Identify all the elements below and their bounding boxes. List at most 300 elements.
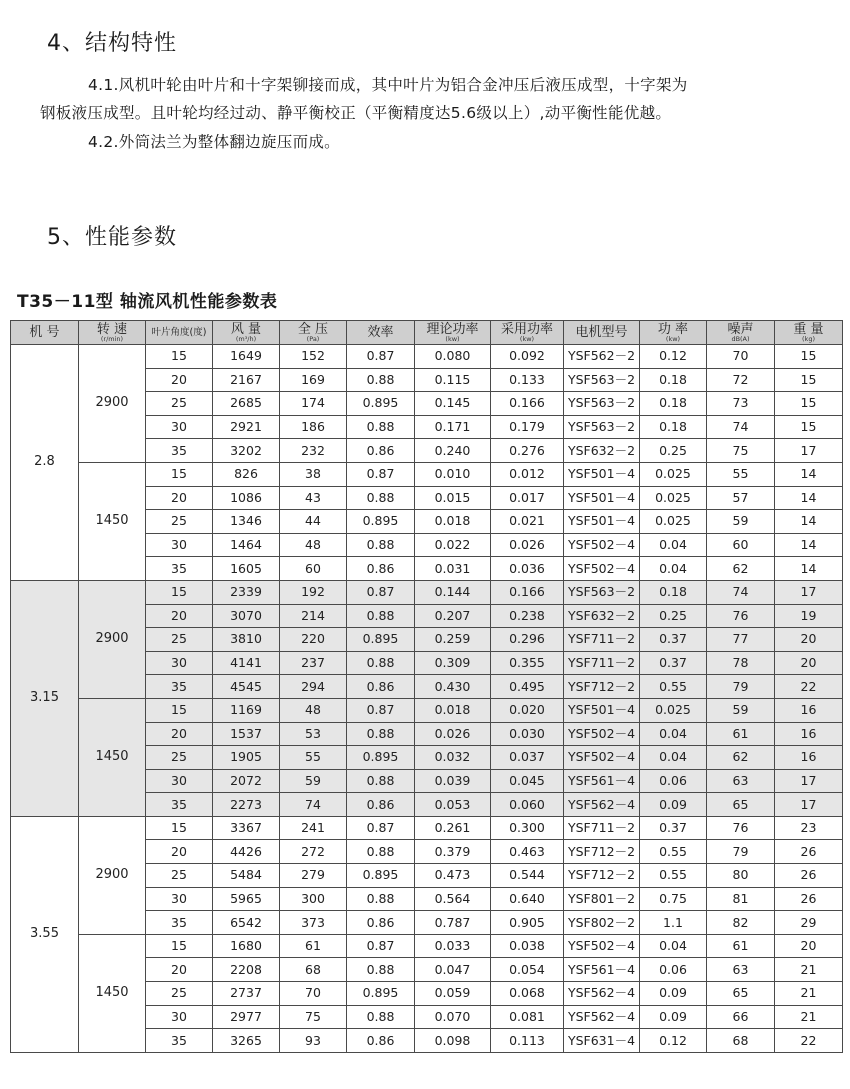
used-power-cell: 0.495: [491, 675, 564, 699]
used-power-cell: 0.463: [491, 840, 564, 864]
airflow-cell: 1086: [213, 486, 280, 510]
theory-power-cell: 0.010: [415, 462, 491, 486]
power-cell: 0.06: [640, 769, 707, 793]
blade-angle-cell: 30: [146, 533, 213, 557]
used-power-cell: 0.355: [491, 651, 564, 675]
motor-cell: YSF561－4: [564, 769, 640, 793]
theory-power-cell: 0.032: [415, 746, 491, 770]
used-power-cell: 0.060: [491, 793, 564, 817]
motor-cell: YSF802－2: [564, 911, 640, 935]
motor-cell: YSF502－4: [564, 557, 640, 581]
efficiency-cell: 0.895: [347, 510, 415, 534]
efficiency-cell: 0.87: [347, 462, 415, 486]
theory-power-cell: 0.309: [415, 651, 491, 675]
efficiency-cell: 0.86: [347, 1029, 415, 1053]
power-cell: 0.025: [640, 510, 707, 534]
paragraph-4-1-line-1: 4.1.风机叶轮由叶片和十字架铆接而成，其中叶片为铝合金冲压后液压成型，十字架为: [88, 76, 688, 94]
efficiency-cell: 0.88: [347, 604, 415, 628]
motor-cell: YSF632－2: [564, 439, 640, 463]
weight-cell: 17: [775, 580, 843, 604]
machine-number-cell: 3.55: [11, 816, 79, 1052]
theory-power-cell: 0.070: [415, 1005, 491, 1029]
power-cell: 0.18: [640, 415, 707, 439]
header-airflow: 风 量 (m³/h): [213, 321, 280, 345]
used-power-cell: 0.276: [491, 439, 564, 463]
noise-cell: 79: [707, 840, 775, 864]
used-power-cell: 0.030: [491, 722, 564, 746]
used-power-cell: 0.020: [491, 698, 564, 722]
pressure-cell: 152: [280, 345, 347, 369]
noise-cell: 60: [707, 533, 775, 557]
weight-cell: 15: [775, 392, 843, 416]
weight-cell: 17: [775, 769, 843, 793]
used-power-cell: 0.905: [491, 911, 564, 935]
used-power-cell: 0.640: [491, 887, 564, 911]
power-cell: 0.55: [640, 675, 707, 699]
efficiency-cell: 0.895: [347, 746, 415, 770]
motor-cell: YSF711－2: [564, 628, 640, 652]
noise-cell: 82: [707, 911, 775, 935]
noise-cell: 75: [707, 439, 775, 463]
noise-cell: 59: [707, 698, 775, 722]
noise-cell: 63: [707, 958, 775, 982]
blade-angle-cell: 15: [146, 462, 213, 486]
power-cell: 0.25: [640, 439, 707, 463]
pressure-cell: 48: [280, 698, 347, 722]
airflow-cell: 3265: [213, 1029, 280, 1053]
blade-angle-cell: 20: [146, 722, 213, 746]
noise-cell: 78: [707, 651, 775, 675]
weight-cell: 22: [775, 1029, 843, 1053]
noise-cell: 57: [707, 486, 775, 510]
airflow-cell: 1169: [213, 698, 280, 722]
weight-cell: 21: [775, 958, 843, 982]
blade-angle-cell: 35: [146, 439, 213, 463]
machine-number-cell: 3.15: [11, 580, 79, 816]
airflow-cell: 2977: [213, 1005, 280, 1029]
power-cell: 0.18: [640, 392, 707, 416]
used-power-cell: 0.179: [491, 415, 564, 439]
power-cell: 0.12: [640, 345, 707, 369]
airflow-cell: 4426: [213, 840, 280, 864]
noise-cell: 62: [707, 557, 775, 581]
motor-cell: YSF502－4: [564, 746, 640, 770]
weight-cell: 17: [775, 793, 843, 817]
noise-cell: 59: [707, 510, 775, 534]
efficiency-cell: 0.86: [347, 911, 415, 935]
motor-cell: YSF562－4: [564, 793, 640, 817]
motor-cell: YSF712－2: [564, 840, 640, 864]
power-cell: 0.37: [640, 816, 707, 840]
noise-cell: 76: [707, 816, 775, 840]
pressure-cell: 43: [280, 486, 347, 510]
theory-power-cell: 0.115: [415, 368, 491, 392]
pressure-cell: 241: [280, 816, 347, 840]
table-row: [11, 462, 843, 486]
used-power-cell: 0.054: [491, 958, 564, 982]
used-power-cell: 0.300: [491, 816, 564, 840]
weight-cell: 20: [775, 934, 843, 958]
efficiency-cell: 0.88: [347, 486, 415, 510]
power-cell: 0.06: [640, 958, 707, 982]
pressure-cell: 55: [280, 746, 347, 770]
power-cell: 0.025: [640, 698, 707, 722]
airflow-cell: 1680: [213, 934, 280, 958]
noise-cell: 73: [707, 392, 775, 416]
theory-power-cell: 0.144: [415, 580, 491, 604]
efficiency-cell: 0.87: [347, 580, 415, 604]
airflow-cell: 826: [213, 462, 280, 486]
blade-angle-cell: 20: [146, 604, 213, 628]
table-row: [11, 698, 843, 722]
motor-cell: YSF501－4: [564, 462, 640, 486]
efficiency-cell: 0.88: [347, 533, 415, 557]
used-power-cell: 0.544: [491, 864, 564, 888]
theory-power-cell: 0.259: [415, 628, 491, 652]
theory-power-cell: 0.080: [415, 345, 491, 369]
blade-angle-cell: 35: [146, 911, 213, 935]
table-row: [11, 580, 843, 604]
used-power-cell: 0.036: [491, 557, 564, 581]
noise-cell: 76: [707, 604, 775, 628]
pressure-cell: 237: [280, 651, 347, 675]
theory-power-cell: 0.240: [415, 439, 491, 463]
weight-cell: 19: [775, 604, 843, 628]
airflow-cell: 3202: [213, 439, 280, 463]
weight-cell: 21: [775, 982, 843, 1006]
blade-angle-cell: 15: [146, 580, 213, 604]
motor-cell: YSF711－2: [564, 651, 640, 675]
motor-cell: YSF563－2: [564, 415, 640, 439]
efficiency-cell: 0.88: [347, 840, 415, 864]
weight-cell: 15: [775, 415, 843, 439]
efficiency-cell: 0.88: [347, 651, 415, 675]
motor-cell: YSF502－4: [564, 934, 640, 958]
theory-power-cell: 0.261: [415, 816, 491, 840]
airflow-cell: 2737: [213, 982, 280, 1006]
header-motor: 电机型号: [564, 321, 640, 345]
pressure-cell: 294: [280, 675, 347, 699]
speed-cell: 1450: [79, 934, 146, 1052]
theory-power-cell: 0.145: [415, 392, 491, 416]
efficiency-cell: 0.895: [347, 982, 415, 1006]
motor-cell: YSF561－4: [564, 958, 640, 982]
power-cell: 0.04: [640, 934, 707, 958]
weight-cell: 20: [775, 651, 843, 675]
header-noise: 噪声 dB(A): [707, 321, 775, 345]
efficiency-cell: 0.895: [347, 392, 415, 416]
blade-angle-cell: 15: [146, 345, 213, 369]
airflow-cell: 5965: [213, 887, 280, 911]
power-cell: 0.04: [640, 746, 707, 770]
theory-power-cell: 0.473: [415, 864, 491, 888]
airflow-cell: 3367: [213, 816, 280, 840]
header-theory-power: 理论功率 (kw): [415, 321, 491, 345]
used-power-cell: 0.045: [491, 769, 564, 793]
power-cell: 0.37: [640, 628, 707, 652]
weight-cell: 15: [775, 345, 843, 369]
airflow-cell: 4545: [213, 675, 280, 699]
efficiency-cell: 0.86: [347, 439, 415, 463]
efficiency-cell: 0.88: [347, 958, 415, 982]
airflow-cell: 3070: [213, 604, 280, 628]
airflow-cell: 2072: [213, 769, 280, 793]
weight-cell: 16: [775, 722, 843, 746]
blade-angle-cell: 25: [146, 982, 213, 1006]
blade-angle-cell: 25: [146, 628, 213, 652]
machine-number-cell: 2.8: [11, 345, 79, 581]
used-power-cell: 0.166: [491, 580, 564, 604]
motor-cell: YSF631－4: [564, 1029, 640, 1053]
theory-power-cell: 0.098: [415, 1029, 491, 1053]
power-cell: 0.04: [640, 557, 707, 581]
motor-cell: YSF563－2: [564, 392, 640, 416]
airflow-cell: 2339: [213, 580, 280, 604]
pressure-cell: 75: [280, 1005, 347, 1029]
airflow-cell: 1346: [213, 510, 280, 534]
noise-cell: 62: [707, 746, 775, 770]
used-power-cell: 0.017: [491, 486, 564, 510]
section-5-title: 5、性能参数: [47, 225, 177, 250]
efficiency-cell: 0.87: [347, 698, 415, 722]
pressure-cell: 53: [280, 722, 347, 746]
power-cell: 0.04: [640, 533, 707, 557]
header-machine: 机 号: [11, 321, 79, 345]
table-row: [11, 934, 843, 958]
table-row: [11, 816, 843, 840]
weight-cell: 23: [775, 816, 843, 840]
motor-cell: YSF501－4: [564, 698, 640, 722]
power-cell: 0.025: [640, 462, 707, 486]
used-power-cell: 0.113: [491, 1029, 564, 1053]
noise-cell: 79: [707, 675, 775, 699]
airflow-cell: 2167: [213, 368, 280, 392]
blade-angle-cell: 30: [146, 651, 213, 675]
used-power-cell: 0.166: [491, 392, 564, 416]
efficiency-cell: 0.895: [347, 628, 415, 652]
power-cell: 0.09: [640, 982, 707, 1006]
blade-angle-cell: 35: [146, 1029, 213, 1053]
noise-cell: 65: [707, 982, 775, 1006]
motor-cell: YSF501－4: [564, 510, 640, 534]
airflow-cell: 5484: [213, 864, 280, 888]
efficiency-cell: 0.88: [347, 887, 415, 911]
header-blade-angle: 叶片角度(度): [146, 321, 213, 345]
pressure-cell: 232: [280, 439, 347, 463]
table-title: T35－11型 轴流风机性能参数表: [17, 292, 278, 312]
used-power-cell: 0.133: [491, 368, 564, 392]
header-power: 功 率 (kw): [640, 321, 707, 345]
blade-angle-cell: 30: [146, 1005, 213, 1029]
theory-power-cell: 0.379: [415, 840, 491, 864]
pressure-cell: 279: [280, 864, 347, 888]
noise-cell: 63: [707, 769, 775, 793]
airflow-cell: 1905: [213, 746, 280, 770]
noise-cell: 77: [707, 628, 775, 652]
blade-angle-cell: 25: [146, 510, 213, 534]
efficiency-cell: 0.88: [347, 722, 415, 746]
motor-cell: YSF502－4: [564, 722, 640, 746]
performance-table: [10, 320, 843, 1053]
theory-power-cell: 0.015: [415, 486, 491, 510]
weight-cell: 26: [775, 840, 843, 864]
weight-cell: 14: [775, 486, 843, 510]
pressure-cell: 192: [280, 580, 347, 604]
weight-cell: 14: [775, 557, 843, 581]
speed-cell: 2900: [79, 816, 146, 934]
blade-angle-cell: 30: [146, 415, 213, 439]
weight-cell: 20: [775, 628, 843, 652]
weight-cell: 14: [775, 533, 843, 557]
theory-power-cell: 0.018: [415, 510, 491, 534]
weight-cell: 29: [775, 911, 843, 935]
theory-power-cell: 0.787: [415, 911, 491, 935]
header-speed: 转 速 (r/min): [79, 321, 146, 345]
efficiency-cell: 0.86: [347, 675, 415, 699]
blade-angle-cell: 20: [146, 840, 213, 864]
header-efficiency: 效率: [347, 321, 415, 345]
weight-cell: 15: [775, 368, 843, 392]
weight-cell: 14: [775, 462, 843, 486]
airflow-cell: 1649: [213, 345, 280, 369]
motor-cell: YSF712－2: [564, 864, 640, 888]
weight-cell: 14: [775, 510, 843, 534]
blade-angle-cell: 15: [146, 816, 213, 840]
noise-cell: 81: [707, 887, 775, 911]
power-cell: 0.55: [640, 840, 707, 864]
motor-cell: YSF711－2: [564, 816, 640, 840]
airflow-cell: 2208: [213, 958, 280, 982]
motor-cell: YSF562－4: [564, 982, 640, 1006]
noise-cell: 70: [707, 345, 775, 369]
used-power-cell: 0.092: [491, 345, 564, 369]
pressure-cell: 272: [280, 840, 347, 864]
weight-cell: 21: [775, 1005, 843, 1029]
power-cell: 0.09: [640, 1005, 707, 1029]
weight-cell: 26: [775, 887, 843, 911]
header-weight: 重 量 (kg): [775, 321, 843, 345]
power-cell: 0.12: [640, 1029, 707, 1053]
speed-cell: 2900: [79, 345, 146, 463]
power-cell: 0.75: [640, 887, 707, 911]
motor-cell: YSF712－2: [564, 675, 640, 699]
motor-cell: YSF502－4: [564, 533, 640, 557]
power-cell: 0.18: [640, 368, 707, 392]
motor-cell: YSF563－2: [564, 368, 640, 392]
used-power-cell: 0.012: [491, 462, 564, 486]
theory-power-cell: 0.564: [415, 887, 491, 911]
used-power-cell: 0.238: [491, 604, 564, 628]
efficiency-cell: 0.86: [347, 557, 415, 581]
speed-cell: 1450: [79, 462, 146, 580]
blade-angle-cell: 20: [146, 958, 213, 982]
pressure-cell: 48: [280, 533, 347, 557]
blade-angle-cell: 35: [146, 793, 213, 817]
noise-cell: 61: [707, 722, 775, 746]
airflow-cell: 1605: [213, 557, 280, 581]
motor-cell: YSF562－4: [564, 1005, 640, 1029]
pressure-cell: 60: [280, 557, 347, 581]
blade-angle-cell: 35: [146, 557, 213, 581]
power-cell: 1.1: [640, 911, 707, 935]
pressure-cell: 38: [280, 462, 347, 486]
used-power-cell: 0.081: [491, 1005, 564, 1029]
power-cell: 0.09: [640, 793, 707, 817]
theory-power-cell: 0.207: [415, 604, 491, 628]
used-power-cell: 0.038: [491, 934, 564, 958]
theory-power-cell: 0.171: [415, 415, 491, 439]
theory-power-cell: 0.039: [415, 769, 491, 793]
noise-cell: 72: [707, 368, 775, 392]
weight-cell: 16: [775, 698, 843, 722]
noise-cell: 61: [707, 934, 775, 958]
blade-angle-cell: 30: [146, 887, 213, 911]
power-cell: 0.37: [640, 651, 707, 675]
theory-power-cell: 0.430: [415, 675, 491, 699]
airflow-cell: 2685: [213, 392, 280, 416]
theory-power-cell: 0.047: [415, 958, 491, 982]
efficiency-cell: 0.88: [347, 415, 415, 439]
blade-angle-cell: 25: [146, 392, 213, 416]
airflow-cell: 2921: [213, 415, 280, 439]
pressure-cell: 214: [280, 604, 347, 628]
airflow-cell: 3810: [213, 628, 280, 652]
weight-cell: 26: [775, 864, 843, 888]
pressure-cell: 61: [280, 934, 347, 958]
power-cell: 0.18: [640, 580, 707, 604]
pressure-cell: 68: [280, 958, 347, 982]
theory-power-cell: 0.059: [415, 982, 491, 1006]
noise-cell: 66: [707, 1005, 775, 1029]
motor-cell: YSF801－2: [564, 887, 640, 911]
theory-power-cell: 0.031: [415, 557, 491, 581]
airflow-cell: 4141: [213, 651, 280, 675]
efficiency-cell: 0.87: [347, 345, 415, 369]
table-header-row: [11, 321, 843, 345]
airflow-cell: 2273: [213, 793, 280, 817]
weight-cell: 16: [775, 746, 843, 770]
blade-angle-cell: 35: [146, 675, 213, 699]
noise-cell: 55: [707, 462, 775, 486]
blade-angle-cell: 15: [146, 934, 213, 958]
used-power-cell: 0.296: [491, 628, 564, 652]
airflow-cell: 6542: [213, 911, 280, 935]
airflow-cell: 1464: [213, 533, 280, 557]
pressure-cell: 74: [280, 793, 347, 817]
blade-angle-cell: 30: [146, 769, 213, 793]
airflow-cell: 1537: [213, 722, 280, 746]
motor-cell: YSF501－4: [564, 486, 640, 510]
pressure-cell: 169: [280, 368, 347, 392]
efficiency-cell: 0.88: [347, 1005, 415, 1029]
efficiency-cell: 0.88: [347, 368, 415, 392]
weight-cell: 17: [775, 439, 843, 463]
blade-angle-cell: 20: [146, 368, 213, 392]
speed-cell: 2900: [79, 580, 146, 698]
efficiency-cell: 0.87: [347, 934, 415, 958]
blade-angle-cell: 20: [146, 486, 213, 510]
theory-power-cell: 0.033: [415, 934, 491, 958]
noise-cell: 68: [707, 1029, 775, 1053]
pressure-cell: 174: [280, 392, 347, 416]
noise-cell: 80: [707, 864, 775, 888]
blade-angle-cell: 15: [146, 698, 213, 722]
noise-cell: 74: [707, 580, 775, 604]
used-power-cell: 0.068: [491, 982, 564, 1006]
blade-angle-cell: 25: [146, 864, 213, 888]
table-body: [11, 345, 843, 1053]
power-cell: 0.025: [640, 486, 707, 510]
